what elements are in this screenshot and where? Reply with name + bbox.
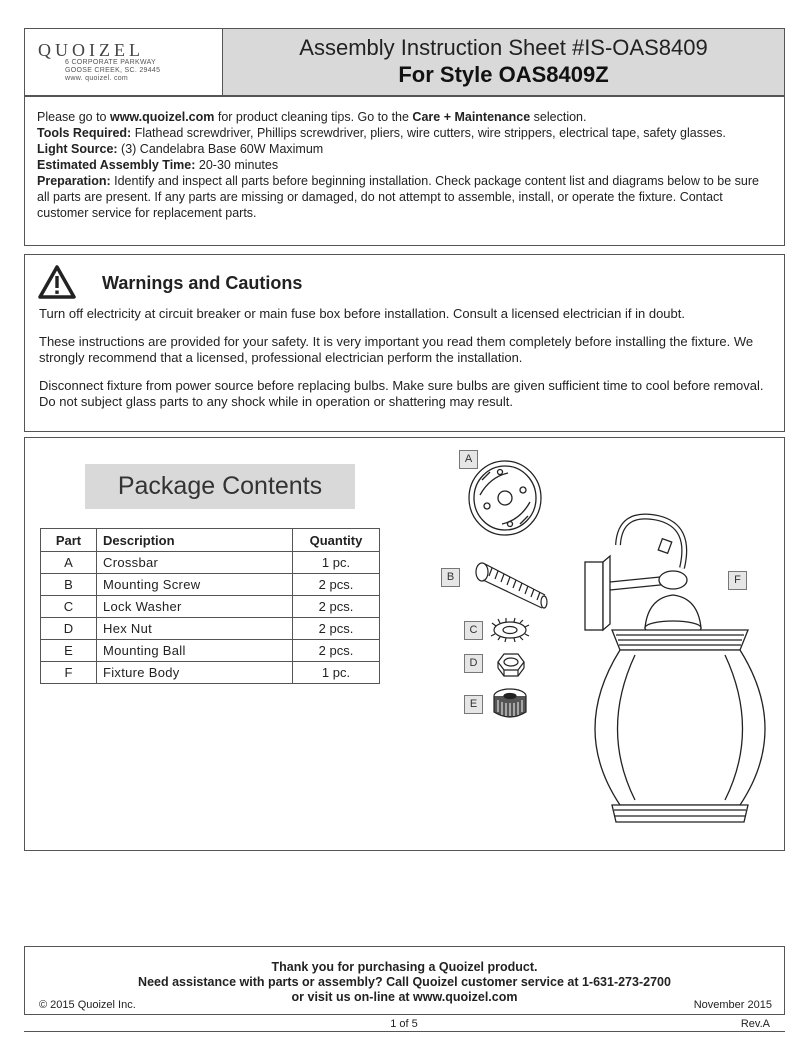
table-header-row: [41, 529, 380, 552]
col-description: Description: [97, 529, 293, 552]
website-link[interactable]: www.quoizel.com: [109, 110, 215, 124]
cell-description: Lock Washer: [97, 596, 293, 618]
table-row: [41, 596, 380, 618]
callout-f: F: [728, 571, 747, 590]
warnings-box: [24, 254, 785, 432]
table-row: [41, 618, 380, 640]
sheet-title: Assembly Instruction Sheet #IS-OAS8409: [299, 35, 708, 60]
page-number: 1 of 5: [390, 1018, 418, 1030]
mounting-screw-drawing: [476, 563, 547, 608]
cell-description: Hex Nut: [97, 618, 293, 640]
footer-thanks: Thank you for purchasing a Quoizel product.: [271, 960, 538, 974]
assembly-time: Estimated Assembly Time: 20-30 minutes: [37, 158, 279, 172]
footer-assistance: Need assistance with parts or assembly? Call Quoizel customer service at 1-631-273-2700: [138, 975, 671, 989]
cell-part: A: [41, 552, 97, 574]
callout-a: A: [459, 450, 478, 469]
brand-logo: QUOIZEL: [38, 40, 144, 60]
care-maintenance-link[interactable]: Care + Maintenance: [412, 110, 531, 124]
address-line-3: www. quoizel. com: [65, 75, 129, 82]
style-subtitle: For Style OAS8409Z: [398, 62, 609, 87]
table-row: [41, 640, 380, 662]
footer-website[interactable]: or visit us on-line at www.quoizel.com: [291, 990, 518, 1004]
cell-quantity: 2 pcs.: [293, 596, 380, 618]
cell-description: Fixture Body: [97, 662, 293, 684]
warning-paragraph-1: Turn off electricity at circuit breaker or main fuse box before installation. Consult a licensed electrician if in doubt.: [39, 306, 685, 321]
callout-b: B: [441, 568, 460, 587]
cell-part: B: [41, 574, 97, 596]
hex-nut-drawing: [498, 654, 524, 676]
fixture-body-drawing: [585, 517, 765, 822]
table-row: [41, 552, 380, 574]
package-title: Package Contents: [85, 464, 355, 509]
document-date: November 2015: [693, 999, 772, 1011]
cell-description: Crossbar: [97, 552, 293, 574]
cell-quantity: 2 pcs.: [293, 618, 380, 640]
light-source: Light Source: (3) Candelabra Base 60W Maximum: [37, 142, 324, 156]
intro-box: [24, 96, 785, 246]
cell-quantity: 1 pc.: [293, 552, 380, 574]
cell-part: E: [41, 640, 97, 662]
cell-quantity: 2 pcs.: [293, 640, 380, 662]
cell-description: Mounting Screw: [97, 574, 293, 596]
address-line-2: GOOSE CREEK, SC. 29445: [65, 67, 161, 74]
warnings-title: Warnings and Cautions: [102, 273, 303, 293]
table-row: [41, 574, 380, 596]
callout-e: E: [464, 695, 483, 714]
header-box: [24, 28, 785, 96]
intro-line-1: Please go to www.quoizel.com for product cleaning tips. Go to the Care + Maintenance selection.: [37, 110, 587, 124]
callout-d: D: [464, 654, 483, 673]
parts-table: [40, 528, 380, 684]
address-line-1: 6 CORPORATE PARKWAY: [65, 59, 157, 66]
col-quantity: Quantity: [293, 529, 380, 552]
lock-washer-drawing: [491, 618, 529, 642]
warning-paragraph-2: These instructions are provided for your safety. It is very important you read them completely before installing the fixture. We strongly recommend that a licensed, professional electrician perform the installation.: [39, 334, 754, 365]
header-title-panel: [222, 29, 784, 95]
revision: Rev.A: [740, 1018, 770, 1030]
table-row: [41, 662, 380, 684]
tools-required: Tools Required: Flathead screwdriver, Phillips screwdriver, pliers, wire cutters, wire strippers, electrical tape, safety glasses.: [37, 126, 726, 140]
cell-quantity: 2 pcs.: [293, 574, 380, 596]
parts-illustration: [430, 450, 775, 845]
brand-address: [65, 59, 160, 83]
footer-box: [24, 946, 785, 1015]
col-part: Part: [41, 529, 97, 552]
cell-quantity: 1 pc.: [293, 662, 380, 684]
warning-triangle-icon: [37, 264, 77, 300]
cell-part: D: [41, 618, 97, 640]
mounting-ball-drawing: [494, 689, 526, 717]
cell-part: C: [41, 596, 97, 618]
warning-paragraph-3: Disconnect fixture from power source before replacing bulbs. Make sure bulbs are given sufficient time to cool before removal. Do not subject glass parts to any shock while in operation or shattering may result.: [39, 378, 764, 409]
preparation: Preparation: Identify and inspect all parts before beginning installation. Check package content list and diagrams below to be sure all parts are present. If any parts are missing or damaged, do not attempt to assemble, install, or operate the fixture. Contact customer service for replacement parts.: [37, 174, 759, 220]
cell-description: Mounting Ball: [97, 640, 293, 662]
crossbar-drawing: [469, 461, 541, 535]
bottom-rule: [24, 1031, 785, 1032]
cell-part: F: [41, 662, 97, 684]
callout-c: C: [464, 621, 483, 640]
copyright: © 2015 Quoizel Inc.: [39, 999, 136, 1011]
